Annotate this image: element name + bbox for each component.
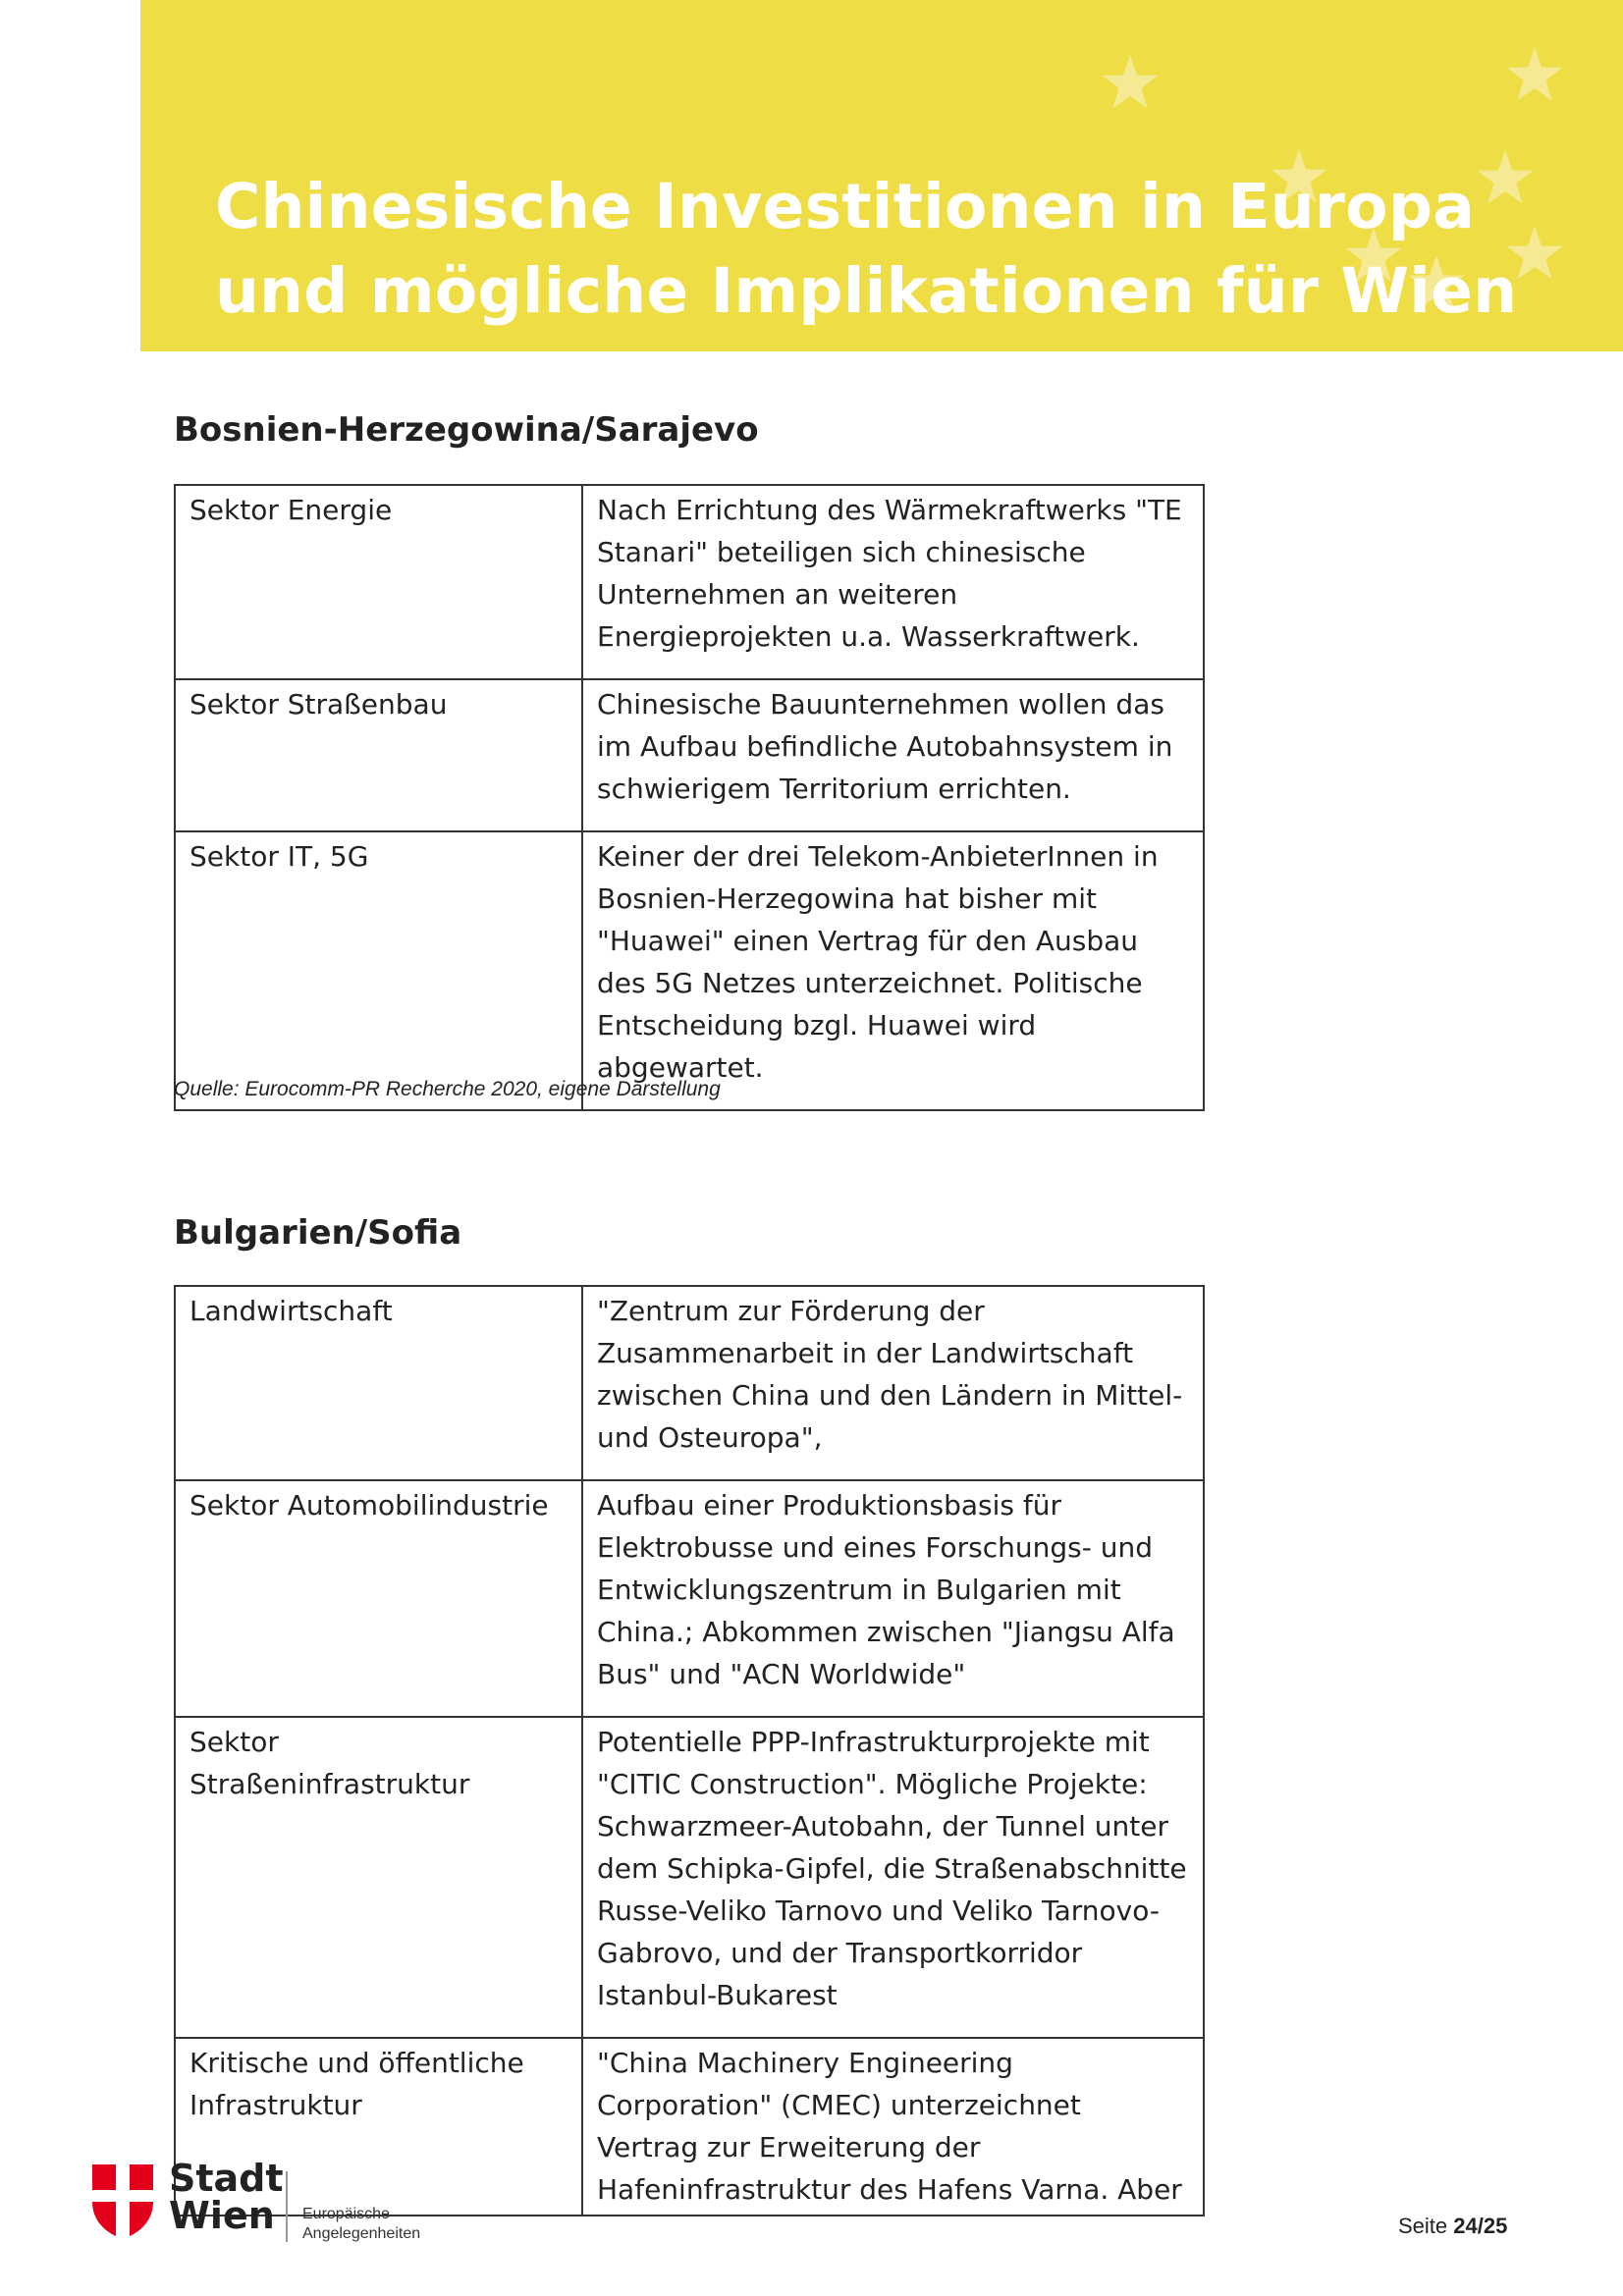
logo-divider xyxy=(286,2171,288,2242)
header-banner xyxy=(140,0,1623,351)
table-bosnia xyxy=(174,484,1205,1111)
table-row xyxy=(175,1480,1204,1717)
table-row xyxy=(175,831,1204,1110)
description-cell: Potentielle PPP-Infrastrukturprojekte mit "CITIC Construction". Mögliche Projekte: Schwarzmeer-Autobahn, der Tunnel unter dem Schipka-Gipfel, die Straßenabschnitte Russe-Veliko Tarnovo und Veliko Tarnovo-Gabrovo, und der Transportkorridor Istanbul-Bukarest xyxy=(582,1717,1204,2038)
page-total: 25 xyxy=(1483,2214,1508,2238)
section-title-bulgaria: Bulgarien/Sofia xyxy=(174,1213,462,1253)
city-logo-text xyxy=(169,2157,284,2237)
description-cell: Aufbau einer Produktionsbasis für Elektrobusse und eines Forschungs- und Entwicklungszentrum in Bulgarien mit China.; Abkommen zwischen "Jiangsu Alfa Bus" und "ACN Worldwide" xyxy=(582,1480,1204,1717)
star-icon xyxy=(1103,55,1159,108)
department-line-1: Europäische xyxy=(302,2206,390,2222)
page-title xyxy=(215,165,1517,334)
table-row xyxy=(175,1286,1204,1480)
page-current: 24 xyxy=(1453,2214,1478,2238)
description-cell: Nach Errichtung des Wärmekraftwerks "TE Stanari" beteiligen sich chinesische Unternehmen an weiteren Energieprojekten u.a. Wasserkraftwerk. xyxy=(582,485,1204,679)
sector-cell: Sektor Straßenbau xyxy=(175,679,582,831)
title-line-1: Chinesische Investitionen in Europa xyxy=(215,171,1476,242)
logo-line-1: Stadt xyxy=(169,2157,284,2200)
description-cell: "Zentrum zur Förderung der Zusammenarbeit in der Landwirtschaft zwischen China und den Ländern in Mittel- und Osteuropa", xyxy=(582,1286,1204,1480)
page-label: Seite xyxy=(1398,2214,1448,2238)
section-title-bosnia: Bosnien-Herzegowina/Sarajevo xyxy=(174,410,759,450)
table-bulgaria xyxy=(174,1285,1205,2216)
star-icon xyxy=(1507,47,1563,100)
sector-cell: Sektor Energie xyxy=(175,485,582,679)
sector-cell: Kritische und öffentliche Infrastruktur xyxy=(175,2038,582,2216)
department-label xyxy=(302,2205,420,2244)
title-line-2: und mögliche Implikationen für Wien xyxy=(215,255,1518,327)
page-number: Seite 24/25 xyxy=(1398,2214,1508,2238)
description-cell: Keiner der drei Telekom-AnbieterInnen in Bosnien-Herzegowina hat bisher mit "Huawei" einen Vertrag für den Ausbau des 5G Netzes unterzeichnet. Politische Entscheidung bzgl. Huawei wird abgewartet. xyxy=(582,831,1204,1110)
vienna-coat-of-arms-icon xyxy=(92,2164,153,2239)
sector-cell: Sektor Straßeninfrastruktur xyxy=(175,1717,582,2038)
table-row xyxy=(175,1717,1204,2038)
sector-cell: Sektor IT, 5G xyxy=(175,831,582,1110)
table-row xyxy=(175,679,1204,831)
logo-line-2: Wien xyxy=(169,2194,275,2237)
sector-cell: Landwirtschaft xyxy=(175,1286,582,1480)
description-cell: "China Machinery Engineering Corporation" (CMEC) unterzeichnet Vertrag zur Erweiterung der Hafeninfrastruktur des Hafens Varna. Aber xyxy=(582,2038,1204,2216)
table-row xyxy=(175,485,1204,679)
table-source-caption: Quelle: Eurocomm-PR Recherche 2020, eigene Darstellung xyxy=(174,1078,721,1100)
table-row xyxy=(175,2038,1204,2216)
department-line-2: Angelegenheiten xyxy=(302,2225,421,2242)
description-cell: Chinesische Bauunternehmen wollen das im Aufbau befindliche Autobahnsystem in schwierigem Territorium errichten. xyxy=(582,679,1204,831)
sector-cell: Sektor Automobilindustrie xyxy=(175,1480,582,1717)
